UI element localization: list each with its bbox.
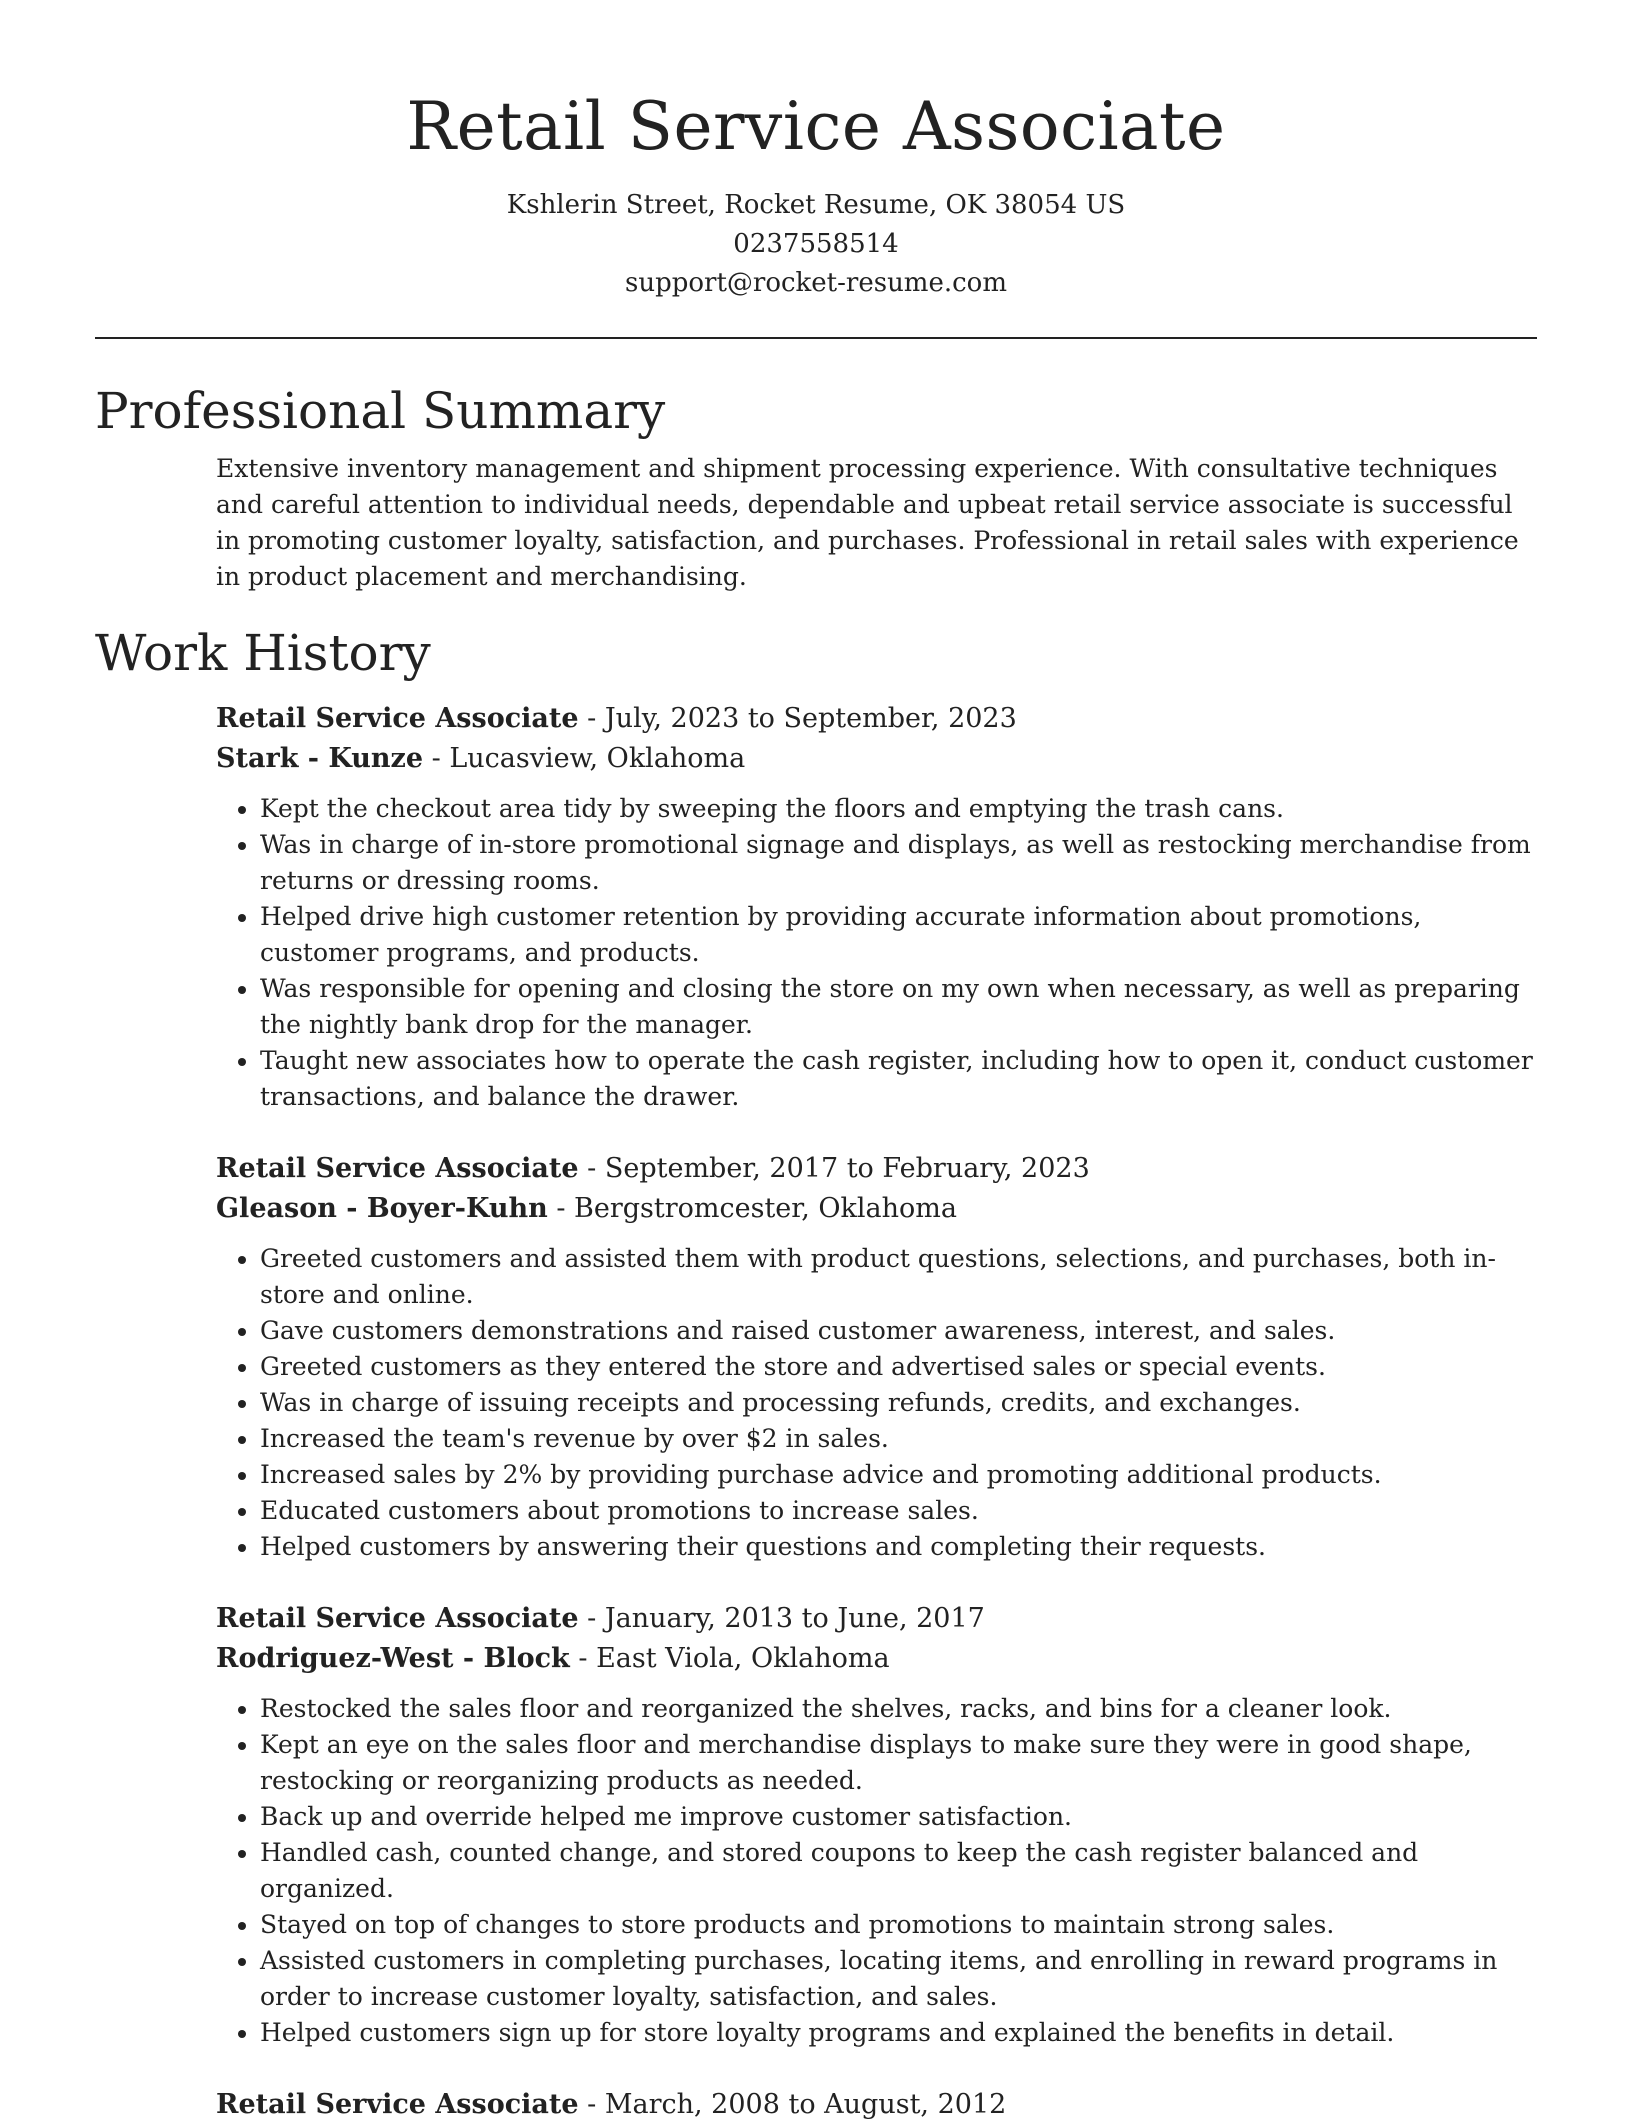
job-bullets [216, 1691, 1537, 2051]
job-entry [216, 1599, 1537, 2051]
job-bullet: • Stayed on top of changes to store products and promotions to maintain strong sales. [260, 1907, 1537, 1943]
job-company-line [216, 1639, 1537, 1679]
contact-email: support@rocket-resume.com [624, 268, 1007, 298]
job-dates: - January, 2013 to June, 2017 [578, 1603, 985, 1634]
job-bullet: • Educated customers about promotions to increase sales. [260, 1493, 1537, 1529]
job-bullet: • Gave customers demonstrations and raised customer awareness, interest, and sales. [260, 1313, 1537, 1349]
job-bullets [216, 791, 1537, 1115]
job-bullet: • Increased sales by 2% by providing purchase advice and promoting additional products. [260, 1457, 1537, 1493]
job-bullet: • Increased the team's revenue by over $2 in sales. [260, 1421, 1537, 1457]
job-entry [216, 2085, 1537, 2125]
job-title-line [216, 1599, 1537, 1639]
job-bullet: • Restocked the sales floor and reorganized the shelves, racks, and bins for a cleaner look. [260, 1691, 1537, 1727]
job-title-line [216, 1149, 1537, 1189]
job-dates: - July, 2023 to September, 2023 [578, 703, 1017, 734]
contact-phone: 0237558514 [733, 229, 899, 259]
resume-header [95, 0, 1537, 303]
summary-heading: Professional Summary [95, 382, 666, 440]
job-bullet: • Taught new associates how to operate the cash register, including how to open it, conduct customer transactions, and balance the drawer. [260, 1043, 1537, 1115]
job-company: Gleason - Boyer-Kuhn [216, 1193, 548, 1224]
job-location: - Lucasview, Oklahoma [423, 743, 746, 774]
job-company-line [216, 739, 1537, 779]
job-company: Rodriguez-West - Block [216, 1643, 570, 1674]
summary-section [95, 451, 1537, 595]
job-bullet: • Greeted customers and assisted them with product questions, selections, and purchases, both in-store and online. [260, 1241, 1537, 1313]
job-bullet: • Greeted customers as they entered the store and advertised sales or special events. [260, 1349, 1537, 1385]
job-title: Retail Service Associate [216, 1603, 579, 1634]
job-bullet: • Handled cash, counted change, and stored coupons to keep the cash register balanced and organized. [260, 1835, 1537, 1907]
job-dates: - March, 2008 to August, 2012 [578, 2089, 1007, 2120]
job-title: Retail Service Associate [216, 703, 579, 734]
job-title: Retail Service Associate [216, 2089, 579, 2120]
contact-address: Kshlerin Street, Rocket Resume, OK 38054 US [506, 190, 1126, 220]
job-company: Stark - Kunze [216, 743, 424, 774]
job-dates: - September, 2017 to February, 2023 [578, 1153, 1090, 1184]
job-location: - East Viola, Oklahoma [569, 1643, 890, 1674]
job-entry [216, 699, 1537, 1115]
job-location: - Bergstromcester, Oklahoma [547, 1193, 957, 1224]
job-title-line [216, 699, 1537, 739]
job-company-line [216, 1189, 1537, 1229]
job-bullet: • Back up and override helped me improve customer satisfaction. [260, 1799, 1537, 1835]
job-title-line [216, 2085, 1537, 2125]
job-bullet: • Assisted customers in completing purchases, locating items, and enrolling in reward programs in order to increase customer loyalty, satisfaction, and sales. [260, 1943, 1537, 2015]
summary-text: Extensive inventory management and shipment processing experience. With consultative techniques and careful attention to individual needs, dependable and upbeat retail service associate is successful in promoting customer loyalty, satisfaction, and purchases. Professional in retail sales with experience in product placement and merchandising. [216, 454, 1519, 591]
job-bullets [216, 1241, 1537, 1565]
resume-name: Retail Service Associate [406, 88, 1226, 165]
job-bullet: • Helped customers sign up for store loyalty programs and explained the benefits in detail. [260, 2015, 1537, 2051]
job-bullet: • Helped drive high customer retention by providing accurate information about promotions, customer programs, and products. [260, 899, 1537, 971]
header-divider [95, 337, 1537, 339]
job-entry [216, 1149, 1537, 1565]
job-bullet: • Kept an eye on the sales floor and merchandise displays to make sure they were in good shape, restocking or reorganizing products as needed. [260, 1727, 1537, 1799]
contact-block [95, 186, 1537, 303]
job-bullet: • Helped customers by answering their questions and completing their requests. [260, 1529, 1537, 1565]
job-bullet: • Was responsible for opening and closing the store on my own when necessary, as well as preparing the nightly bank drop for the manager. [260, 971, 1537, 1043]
work-history-heading: Work History [95, 624, 431, 682]
job-bullet: • Was in charge of in-store promotional signage and displays, as well as restocking merchandise from returns or dressing rooms. [260, 827, 1537, 899]
job-bullet: • Was in charge of issuing receipts and processing refunds, credits, and exchanges. [260, 1385, 1537, 1421]
job-title: Retail Service Associate [216, 1153, 579, 1184]
job-bullet: • Kept the checkout area tidy by sweeping the floors and emptying the trash cans. [260, 791, 1537, 827]
work-history-section [95, 699, 1537, 2125]
